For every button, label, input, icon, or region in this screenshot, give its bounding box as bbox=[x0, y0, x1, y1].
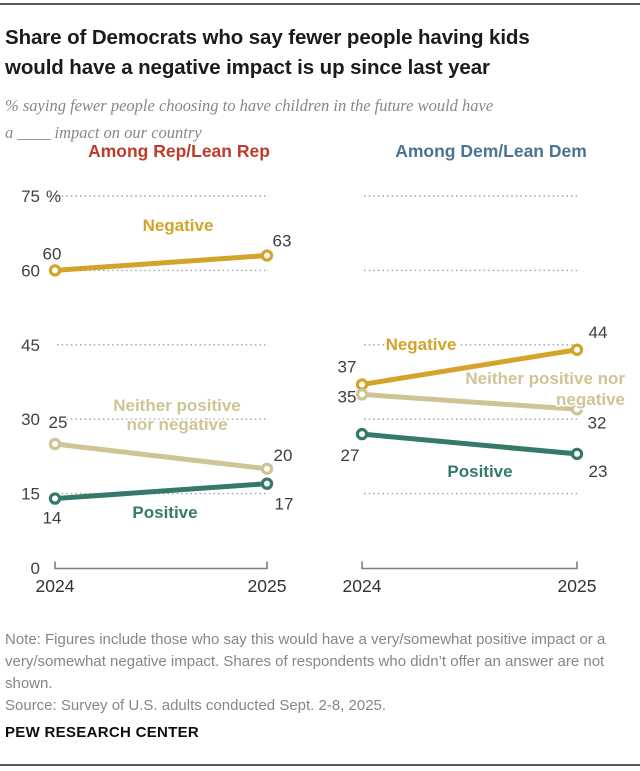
series-label: Negative bbox=[142, 216, 214, 235]
footer-notes bbox=[5, 629, 636, 717]
bottom-rule bbox=[0, 764, 640, 766]
series-label: Positive bbox=[447, 462, 513, 481]
data-point bbox=[357, 429, 366, 438]
data-point bbox=[262, 479, 271, 488]
y-tick-15: 15 bbox=[21, 484, 40, 504]
series-line-positive bbox=[362, 434, 577, 454]
series-label: Positive bbox=[132, 503, 198, 522]
x-label-2025: 2025 bbox=[557, 576, 597, 596]
note-text: Note: Figures include those who say this would have a very/somewhat positive impact or a very/somewhat negative impact. Shares of respondents who didn’t offer an answer are not shown. bbox=[5, 631, 606, 692]
y-tick-75: 75 bbox=[21, 187, 40, 206]
panel-header: Among Rep/Lean Rep bbox=[88, 141, 270, 161]
data-point bbox=[572, 345, 581, 354]
y-tick-45: 45 bbox=[21, 335, 40, 355]
y-axis-unit: % bbox=[46, 187, 62, 206]
data-point bbox=[262, 464, 271, 473]
value-label: 27 bbox=[340, 446, 360, 466]
data-point bbox=[262, 251, 271, 260]
chart-title-line-1: Share of Democrats who say fewer people having kids bbox=[5, 26, 530, 49]
series-label: negative bbox=[556, 390, 625, 409]
x-label-2025: 2025 bbox=[247, 576, 287, 596]
series-line-positive bbox=[55, 484, 267, 499]
value-label: 37 bbox=[337, 357, 357, 377]
value-label: 23 bbox=[588, 461, 608, 481]
x-axis bbox=[362, 562, 577, 569]
panel-rep bbox=[21, 141, 293, 596]
data-point bbox=[50, 266, 59, 275]
value-label: 32 bbox=[587, 413, 607, 433]
value-label: 14 bbox=[42, 508, 62, 528]
source-text: Source: Survey of U.S. adults conducted Sept. 2-8, 2025. bbox=[5, 697, 387, 714]
series-label: nor negative bbox=[126, 415, 228, 434]
chart-title-line-2: would have a negative impact is up since last year bbox=[5, 56, 490, 79]
series-line-neither bbox=[55, 444, 267, 469]
y-tick-30: 30 bbox=[21, 410, 40, 430]
value-label: 20 bbox=[273, 445, 293, 465]
chart-subtitle-line-1: % saying fewer people choosing to have children in the future would have bbox=[5, 96, 494, 115]
series-label: Neither positive nor bbox=[465, 369, 625, 388]
series-line-neither bbox=[362, 394, 577, 409]
x-axis bbox=[55, 562, 267, 569]
value-label: 63 bbox=[272, 231, 292, 251]
y-tick-0: 0 bbox=[30, 559, 40, 578]
data-point bbox=[357, 380, 366, 389]
panel-dem bbox=[338, 141, 626, 596]
brand-pew-research-center: PEW RESEARCH CENTER bbox=[5, 724, 200, 741]
x-label-2024: 2024 bbox=[35, 576, 75, 596]
y-tick-60: 60 bbox=[21, 261, 40, 281]
data-point bbox=[357, 390, 366, 399]
value-label: 60 bbox=[42, 244, 62, 264]
value-label: 17 bbox=[274, 494, 294, 514]
chart-subtitle-line-2: a ____ impact on our country bbox=[5, 123, 202, 142]
data-point bbox=[572, 449, 581, 458]
series-label: Neither positive bbox=[113, 396, 241, 415]
value-label: 35 bbox=[337, 387, 357, 407]
data-point bbox=[50, 494, 59, 503]
data-point bbox=[50, 439, 59, 448]
value-label: 44 bbox=[588, 322, 608, 342]
value-label: 25 bbox=[48, 413, 68, 432]
series-line-negative bbox=[55, 256, 267, 271]
x-label-2024: 2024 bbox=[342, 576, 382, 596]
panel-header: Among Dem/Lean Dem bbox=[395, 141, 587, 161]
series-label: Negative bbox=[385, 335, 457, 354]
